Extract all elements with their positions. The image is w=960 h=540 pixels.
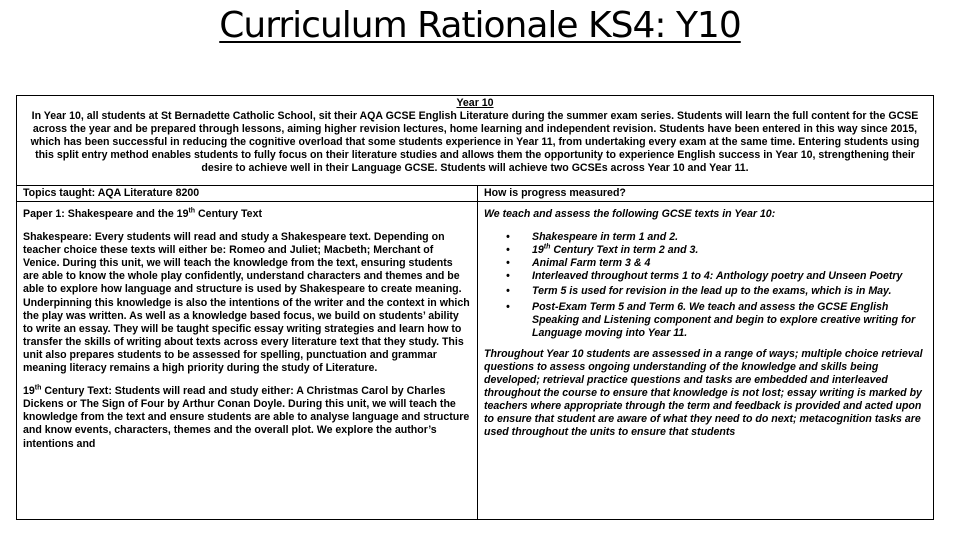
shakespeare-paragraph: Shakespeare: Every students will read and study a Shakespeare text. Depending on teacher choice these texts will either be: Romeo and Juliet; Macbeth; Merchant of Venice. During this unit, we will teach the knowledge from the text, ensuring students are able to know the whole play confidently, understand characters and themes and be able to explore how language and structure is used by Shakespeare to create meaning. Underpinning this knowledge is also the intentions of the writer and the context in which the play was written. As well as a knowledge based focus, we build on students’ ability to write an essay. They will be taught specific essay writing strategies and learn how to transfer the skills of writing about texts across every literature text that they study. This unit also prepares students to be assessed for spelling, punctuation and grammar meaning literacy remains a high priority during the study of Literature. xyxy=(23,231,470,375)
topics-header: Topics taught: AQA Literature 8200 xyxy=(17,186,477,202)
list-item: • Post-Exam Term 5 and Term 6. We teach and assess the GCSE English Speaking and Listening component and begin to explore creative writing for Language moving into Year 11. xyxy=(506,300,916,339)
list-item: • Interleaved throughout terms 1 to 4: Anthology poetry and Unseen Poetry xyxy=(506,270,903,283)
progress-header: How is progress measured? xyxy=(478,186,933,202)
list-item: • Animal Farm term 3 & 4 xyxy=(506,257,651,270)
paper-heading: Paper 1: Shakespeare and the 19th Century Text xyxy=(23,207,262,220)
rationale-table xyxy=(16,95,934,520)
progress-column xyxy=(478,186,933,519)
topics-column xyxy=(17,186,478,519)
page-title: Curriculum Rationale KS4: Y10 xyxy=(219,5,741,46)
progress-intro: We teach and assess the following GCSE texts in Year 10: xyxy=(484,208,776,220)
century-text-paragraph: 19th Century Text: Students will read and study either: A Christmas Carol by Charles Dickens or The Sign of Four by Arthur Conan Doyle. During this unit, we will teach the knowledge from the text and ensure students are able to analyse language and structure and know events, characters, themes and the overall plot. We explore the author’s intentions and xyxy=(23,384,470,450)
intro-section xyxy=(17,96,933,186)
list-item: • Shakespeare in term 1 and 2. xyxy=(506,231,679,244)
columns xyxy=(17,186,933,519)
texts-list xyxy=(484,231,927,340)
intro-heading: Year 10 xyxy=(456,97,494,109)
intro-text: In Year 10, all students at St Bernadette Catholic School, sit their AQA GCSE English Literature during the summer exam series. Students will learn the full content for the GCSE across the year and be prepared through lessons, aiming higher revision lectures, home learning and independent revision. Students have been entered in this way since 2015, which has been successful in reducing the cognitive overload that some students experience in Year 11, from undertaking every exam at the same time. Entering students using this split entry method enables students to fully focus on their literature studies and allows them the opportunity to experience English success in Year 10, strengthening their desire to achieve well in their Language GCSE. Students will achieve two GCSEs across Year 10 and Year 11. xyxy=(30,110,920,175)
list-item: • Term 5 is used for revision in the lead up to the exams, which is in May. xyxy=(506,285,892,298)
list-item: • 19th Century Text in term 2 and 3. xyxy=(506,243,699,257)
assessment-paragraph: Throughout Year 10 students are assessed in a range of ways; multiple choice retrieval questions to assess ongoing understanding of the knowledge and skills being developed; retrieval practice questions and tasks are embedded and interleaved throughout the course to ensure that knowledge is not lost; essay writing is marked by teachers where appropriate through the term and feedback is provided and acted upon to ensure that student are aware of what they need to do next; metacognition tasks are used throughout the units to ensure that students xyxy=(484,347,923,439)
